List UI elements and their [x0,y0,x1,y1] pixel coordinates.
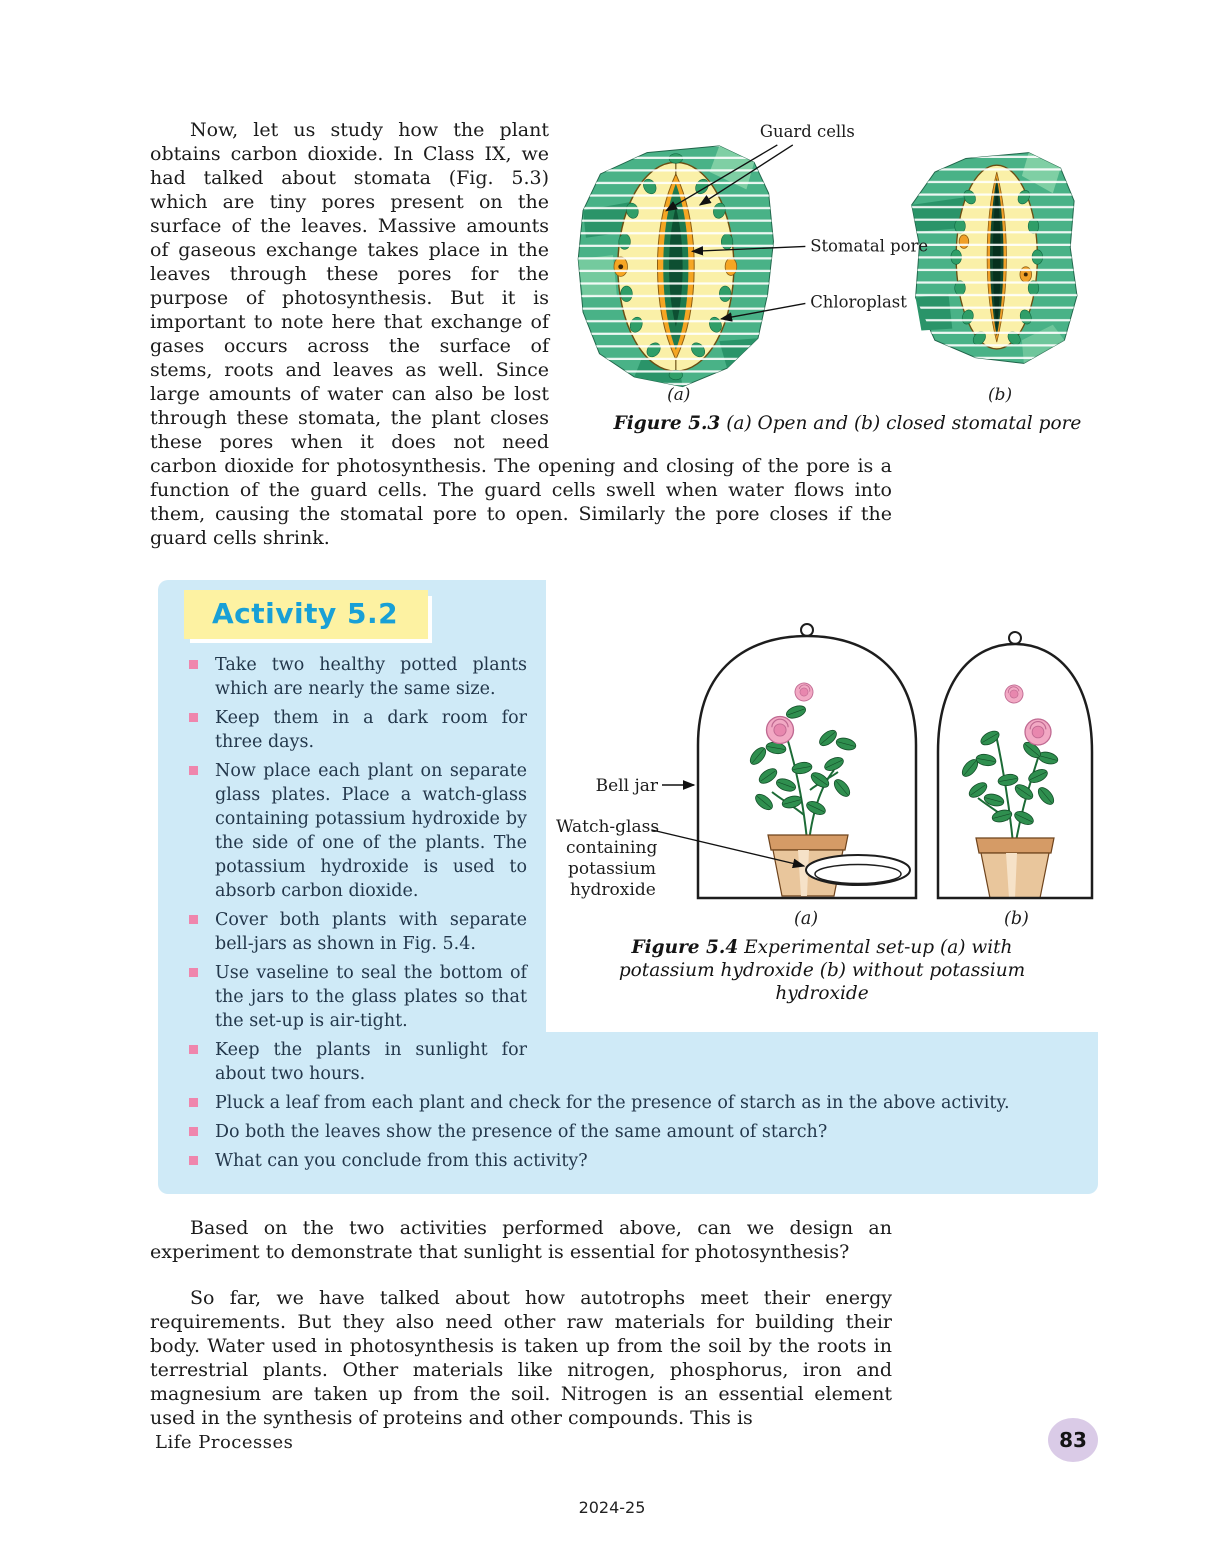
bell-jar-label: Bell jar [595,776,658,796]
stomatal-pore-label: Stomatal pore [810,236,929,256]
figure54-sublabel-a: (a) [794,909,819,928]
figure54-caption-number: Figure 5.4 [631,937,739,958]
watch-glass-label-line1: Watch-glass [556,817,660,837]
bell-jar-a-knob [801,624,813,636]
paragraph-3: So far, we have talked about how autotrophs meet their energy requirements. But they also need other raw materials for building their body. Water used in photosynthesis is taken up from the soil by the roots in terrestrial plants. Other materials like nitrogen, phosphorus, iron and magnesium are taken up from the soil. Nitrogen is an essential element used in the synthesis of proteins and other compounds. This is [150,1287,892,1429]
bell-jar-b-knob [1009,632,1021,644]
paragraph-2: Based on the two activities performed above, can we design an experiment to demonstrate that sunlight is essential for photosynthesis? [150,1217,892,1263]
chloroplast-label: Chloroplast [810,292,907,312]
activity-step-2: Keep them in a dark room for three days. [188,706,527,754]
activity-step-4: Cover both plants with separate bell-jars as shown in Fig. 5.4. [188,908,527,956]
activity-step-3: Now place each plant on separate glass plates. Place a watch-glass containing potassium hydroxide by the side of one of the plants. The potassium hydroxide is used to absorb carbon dioxide. [188,759,527,903]
activity-steps [158,653,1098,1173]
activity-step-1: Take two healthy potted plants which are nearly the same size. [188,653,527,701]
page-number-badge: 83 [1048,1418,1098,1462]
activity-step-5: Use vaseline to seal the bottom of the jars to the glass plates so that the set-up is air-tight. [188,961,527,1033]
intro-section [150,118,1082,550]
page-content [150,118,1082,1430]
edition-year: 2024-25 [578,1498,646,1517]
figure53-sublabel-a: (a) [667,384,691,404]
chapter-title-footer: Life Processes [155,1432,294,1453]
stomata-illustration [565,114,1125,404]
figure53-caption-number: Figure 5.3 [613,413,721,434]
figure-5-3 [565,114,1130,435]
stoma-open [578,146,773,387]
activity-box [158,580,1098,1194]
figure53-sublabel-b: (b) [988,384,1013,404]
stoma-closed [912,153,1077,364]
watch-glass-label-line4: hydroxide [570,880,656,900]
activity-step-8: Do both the leaves show the presence of the same amount of starch? [188,1120,1075,1144]
activity-step-7: Pluck a leaf from each plant and check for the presence of starch as in the above activity. [188,1091,1075,1115]
guard-cells-label: Guard cells [759,122,855,142]
watch-glass-label-line2: containing [566,838,658,858]
figure54-sublabel-b: (b) [1004,909,1029,928]
figure54-caption-text: Experimental set-up (a) with potassium hydroxide (b) without potassium hydroxide [618,937,1026,1004]
intro-paragraph: Now, let us study how the plant obtains carbon dioxide. In Class IX, we had talked about stomata (Fig. 5.3) which are tiny pores present on the surface of the leaves. Massive amounts of gaseous exchange takes place in the leaves through these pores for the purpose of photosynthesis. But it is important to note here that exchange of gases occurs across the surface of stems, roots and leaves as well. Since large amounts of water can also be lost through these stomata, the plant closes these pores when it does not need carbon dioxide for photosynthesis. The opening and closing of the pore is a function of the guard cells. The guard cells swell when water flows into them, causing the stomatal pore to open. Similarly the pore closes if the guard cells shrink. [150,119,892,549]
figure53-caption-text: (a) Open and (b) closed stomatal pore [720,413,1082,434]
activity-step-6: Keep the plants in sunlight for about two hours. [188,1038,527,1086]
watch-glass-label-line3: potassium [568,859,657,879]
figure53-caption [565,412,1130,435]
activity-step-9: What can you conclude from this activity? [188,1149,1075,1173]
activity-title: Activity 5.2 [184,590,428,639]
